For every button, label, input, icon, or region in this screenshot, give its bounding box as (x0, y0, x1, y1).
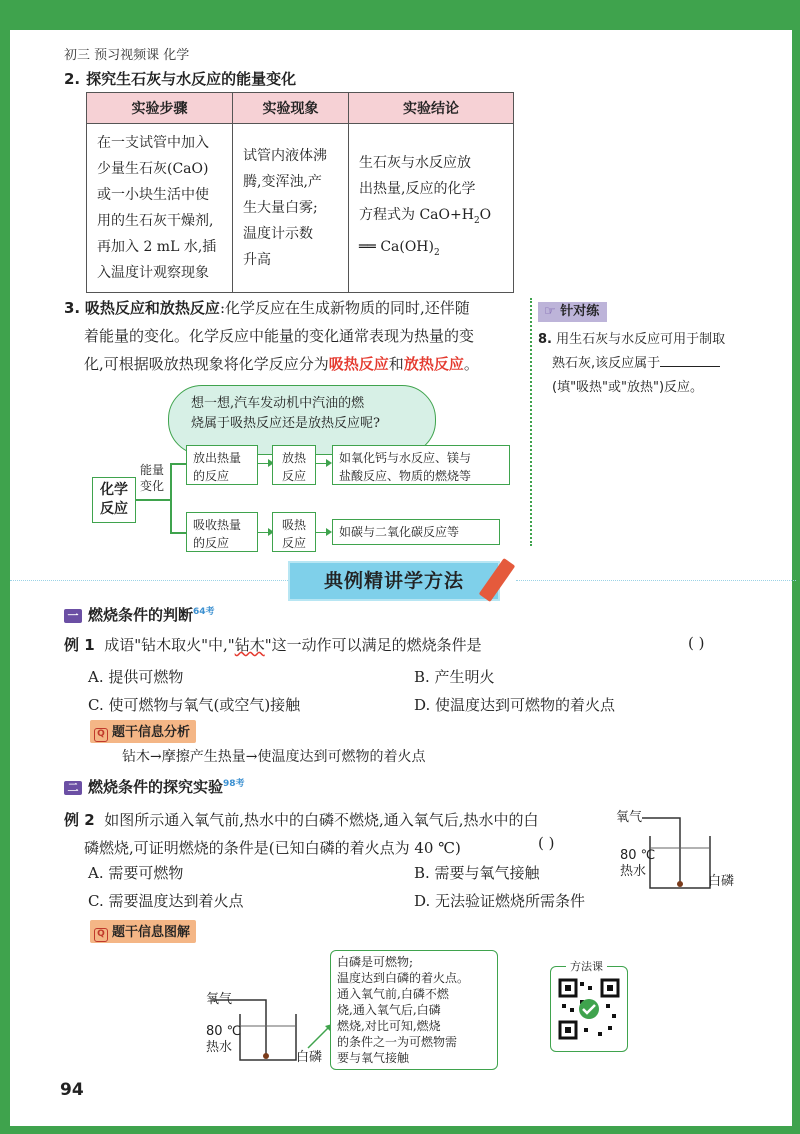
diagram-phosphorus-label: 白磷 (296, 1050, 323, 1065)
magnifier-icon: Q (94, 928, 108, 942)
topic-1-badge: 一 (64, 609, 82, 623)
section-2-number: 2. (64, 70, 81, 88)
diagram-oxygen-label: 氧气 (206, 992, 233, 1007)
exothermic-highlight: 放热反应 (403, 355, 464, 373)
experiment-table (86, 92, 514, 293)
example-2-option-c[interactable]: C. 需要温度达到着火点 (88, 892, 244, 910)
banner-rule (516, 580, 796, 581)
table-cell-conclusion: 生石灰与水反应放 出热量,反应的化学 方程式为 $CaO+H_2O$ ══ $Ca(OH)_2$ (349, 124, 514, 293)
endothermic-highlight: 吸热反应 (328, 355, 389, 373)
section-banner: 典例精讲学方法 (288, 561, 500, 601)
highlight-zuanmu: 钻木 (234, 636, 265, 654)
example-1-option-b[interactable]: B. 产生明火 (414, 668, 495, 686)
endothermic-label-box: 吸热 反应 (272, 512, 316, 552)
exothermic-examples-box: 如氧化钙与水反应、镁与 盐酸反应、物质的燃烧等 (332, 445, 510, 485)
example-2-answer-paren[interactable]: ( ) (538, 834, 555, 852)
topic-2-title: 二 燃烧条件的探究实验$^{98考}$ (64, 776, 245, 797)
think-cloud: 想一想,汽车发动机中汽油的燃 烧属于吸热反应还是放热反应呢? (168, 385, 436, 455)
explanation-box: 白磷是可燃物; 温度达到白磷的着火点。 通入氧气前,白磷不燃 烧,通入氧气后,白磷 燃烧,对比可知,燃烧 的条件之一为可燃物需 要与氧气接触 (330, 950, 498, 1070)
banner-rule (10, 580, 288, 581)
magnifier-icon: Q (94, 728, 108, 742)
table-cell-phenomena: 试管内液体沸 腾,变浑浊,产 生大量白雾; 温度计示数 升高 (233, 124, 349, 293)
page-header: 初三 预习视频课 化学 (64, 48, 190, 63)
example-2-option-b[interactable]: B. 需要与氧气接触 (414, 864, 540, 882)
example-2-diagram-tag: Q 题干信息图解 (90, 920, 196, 943)
practice-tag: ☞ 针对练 (538, 302, 607, 322)
example-1-analysis: 钻木→摩擦产生热量→使温度达到可燃物的着火点 (122, 749, 426, 765)
diagram-temp-label: 80 ℃ 热水 (206, 1024, 242, 1055)
table-cell-steps: 在一支试管中加入 少量生石灰(CaO) 或一小块生活中使 用的生石灰干燥剂, 再加入 2 mL 水,插 入温度计观察现象 (87, 124, 233, 293)
connector (170, 463, 186, 465)
example-1-analysis-tag: Q 题干信息分析 (90, 720, 196, 743)
fig-temp-label: 80 ℃ 热水 (620, 848, 656, 879)
fig-oxygen-label: 氧气 (616, 810, 643, 825)
connector (170, 532, 186, 534)
example-2-option-d[interactable]: D. 无法验证燃烧所需条件 (414, 892, 586, 910)
diagram-beaker-outline (240, 1014, 296, 1060)
diagram-phosphorus-dot (263, 1053, 269, 1059)
table-header-phenomena: 实验现象 (233, 93, 349, 124)
endothermic-box: 吸收热量 的反应 (186, 512, 258, 552)
practice-question: 8. 用生石灰与水反应可用于制取 熟石灰,该反应属于 (填"吸热"或"放热")反应。 (538, 332, 726, 395)
section-3-title: 吸热反应和放热反应 (84, 299, 220, 317)
example-2-option-a[interactable]: A. 需要可燃物 (88, 864, 184, 882)
diagram-root-box: 化学 反应 (92, 477, 136, 523)
exothermic-label-box: 放热 反应 (272, 445, 316, 485)
connector (136, 499, 170, 501)
page-number: 94 (60, 1080, 84, 1100)
fig-phosphorus-label: 白磷 (708, 874, 735, 889)
section-2-title (64, 68, 296, 89)
table-header-steps: 实验步骤 (87, 93, 233, 124)
hand-icon: ☞ (544, 304, 556, 319)
sidebar-divider (530, 298, 532, 546)
example-1-option-d[interactable]: D. 使温度达到可燃物的着火点 (414, 696, 616, 714)
section-2-text: 探究生石灰与水反应的能量变化 (86, 70, 297, 88)
phosphorus-dot (677, 881, 683, 887)
topic-2-badge: 二 (64, 781, 82, 795)
page (10, 30, 792, 1126)
example-1-answer-paren[interactable]: ( ) (688, 634, 705, 652)
example-1-option-a[interactable]: A. 提供可燃物 (88, 668, 184, 686)
example-1-question: 例 1 成语"钻木取火"中,"钻木"这一动作可以满足的燃烧条件是 (64, 636, 482, 654)
connector (170, 463, 172, 533)
table-header-conclusion: 实验结论 (349, 93, 514, 124)
qr-code-icon[interactable] (558, 978, 620, 1040)
example-2-question: 例 2 如图所示通入氧气前,热水中的白磷不燃烧,通入氧气后,热水中的白 磷燃烧,可证明燃烧的条件是(已知白磷的着火点为 40 ℃) (64, 811, 539, 857)
energy-change-label: 能量 变化 (140, 463, 165, 493)
section-3-paragraph: 3. 吸热反应和放热反应:化学反应在生成新物质的同时,还伴随 着能量的变化。化学反应中能量的变化通常表现为热量的变 化,可根据吸放热现象将化学反应分为吸热反应和放热反应。 (64, 299, 479, 373)
endothermic-examples-box: 如碳与二氧化碳反应等 (332, 519, 500, 545)
topic-1-title: 一 燃烧条件的判断$^{64考}$ (64, 604, 215, 625)
exothermic-box: 放出热量 的反应 (186, 445, 258, 485)
method-label: 方法课 (566, 958, 607, 974)
example-1-option-c[interactable]: C. 使可燃物与氧气(或空气)接触 (88, 696, 301, 714)
answer-blank[interactable] (660, 353, 720, 367)
